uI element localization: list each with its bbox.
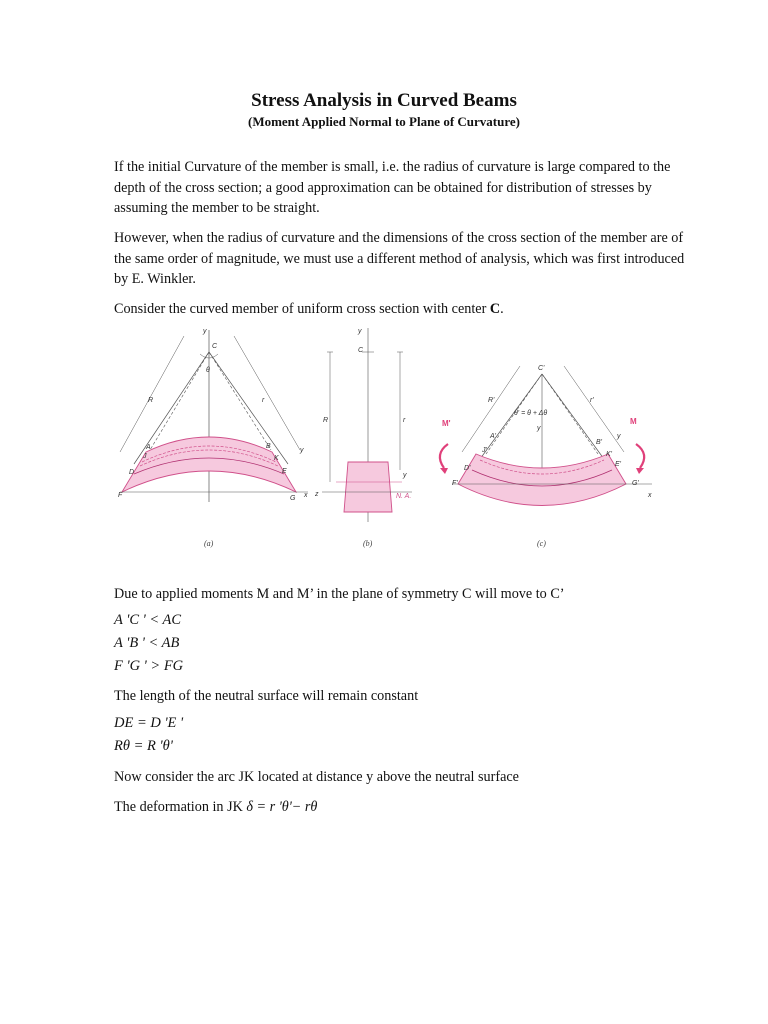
fig-c-label-y: y [537,425,541,432]
fig-c-label-f: F' [452,480,458,487]
figure-panel-c [440,365,652,548]
fig-b-label-y-dim: y [403,472,407,479]
fig-c-label-c: C' [538,365,545,372]
fig-a-label-b: B [266,443,271,450]
fig-a-label-d: D [129,469,135,476]
fig-a-label-r-small: r [262,397,265,404]
paragraph-3 [114,299,694,320]
paragraph-6: Now consider the arc JK located at distance y above the neutral surface [114,769,519,785]
fig-a-caption: (a) [204,539,214,548]
fig-a-label-theta: θ [206,367,210,374]
fig-c-label-r-small: r' [590,397,594,404]
paragraph-2: However, when the radius of curvature and the dimensions of the cross section of the member are of the same order of magnitude, we must use a different method of analysis, which was first introduced by E. Winkler. [114,230,685,287]
equation-1: A 'C ' < AC [114,612,182,628]
fig-a-label-j: J [143,453,147,460]
fig-b-label-r-big: R [323,417,329,424]
page-title: Stress Analysis in Curved Beams [251,90,517,111]
fig-a-label-e: E [282,468,287,475]
fig-c-label-d: D' [464,465,471,472]
fig-c-label-e: E' [615,461,622,468]
fig-c-label-g: G' [632,480,639,487]
fig-c-label-moment-left: M' [442,419,451,428]
fig-c-label-j: J' [482,447,487,454]
equation-6: δ = r 'θ'− rθ [246,799,318,815]
fig-c-label-y-dim: y [617,433,621,440]
equation-3: F 'G ' > FG [114,658,184,674]
fig-c-label-theta: θ' = θ + Δθ [514,410,548,417]
paragraph-3-end: . [500,301,504,317]
fig-c-label-k: K' [606,451,613,458]
fig-a-label-a: A [146,444,151,451]
fig-b-label-c: C [358,347,364,354]
equation-4: DE = D 'E ' [114,715,184,731]
equation-2: A 'B ' < AB [114,635,180,651]
fig-c-label-x: x [648,492,652,499]
fig-a-label-c: C [212,343,218,350]
paragraph-1: If the initial Curvature of the member is small, i.e. the radius of curvature is large compared to the depth of the cross section; a good approximation can be obtained for distribution of stresses by assuming the member to be straight. [114,159,671,216]
fig-c-label-r-big: R' [488,397,495,404]
fig-a-label-k: K [274,455,279,462]
fig-b-caption: (b) [363,539,373,548]
fig-a-label-g: G [290,495,296,502]
fig-c-label-moment-right: M [630,417,637,426]
fig-a-label-y: y [203,328,207,335]
page-subtitle: (Moment Applied Normal to Plane of Curvature) [247,114,520,129]
fig-b-label-z: z [315,491,319,498]
fig-b-label-r-small: r [403,417,406,424]
fig-c-label-a: A' [490,433,497,440]
paragraph-7-text: The deformation in JK [114,799,247,815]
center-label: C [489,301,501,317]
paragraph-5: The length of the neutral surface will remain constant [114,688,419,704]
figure-panel-a [118,328,308,548]
equation-5: Rθ = R 'θ' [114,738,173,754]
fig-a-label-x: x [304,492,308,499]
figure-panel-b [314,328,412,548]
curved-beam-figure [112,322,672,552]
fig-a-label-r-big: R [148,397,154,404]
paragraph-7 [114,797,694,818]
fig-a-label-f: F [118,492,123,499]
fig-b-label-na: N. A. [396,493,412,500]
fig-c-caption: (c) [537,539,546,548]
paragraph-3-text: Consider the curved member of uniform cross section with center [114,301,490,317]
fig-a-label-y-dim: y [300,447,304,454]
paragraph-4: Due to applied moments M and M’ in the plane of symmetry C will move to C’ [114,586,565,602]
fig-c-label-b: B' [596,439,603,446]
fig-b-label-y: y [358,328,362,335]
